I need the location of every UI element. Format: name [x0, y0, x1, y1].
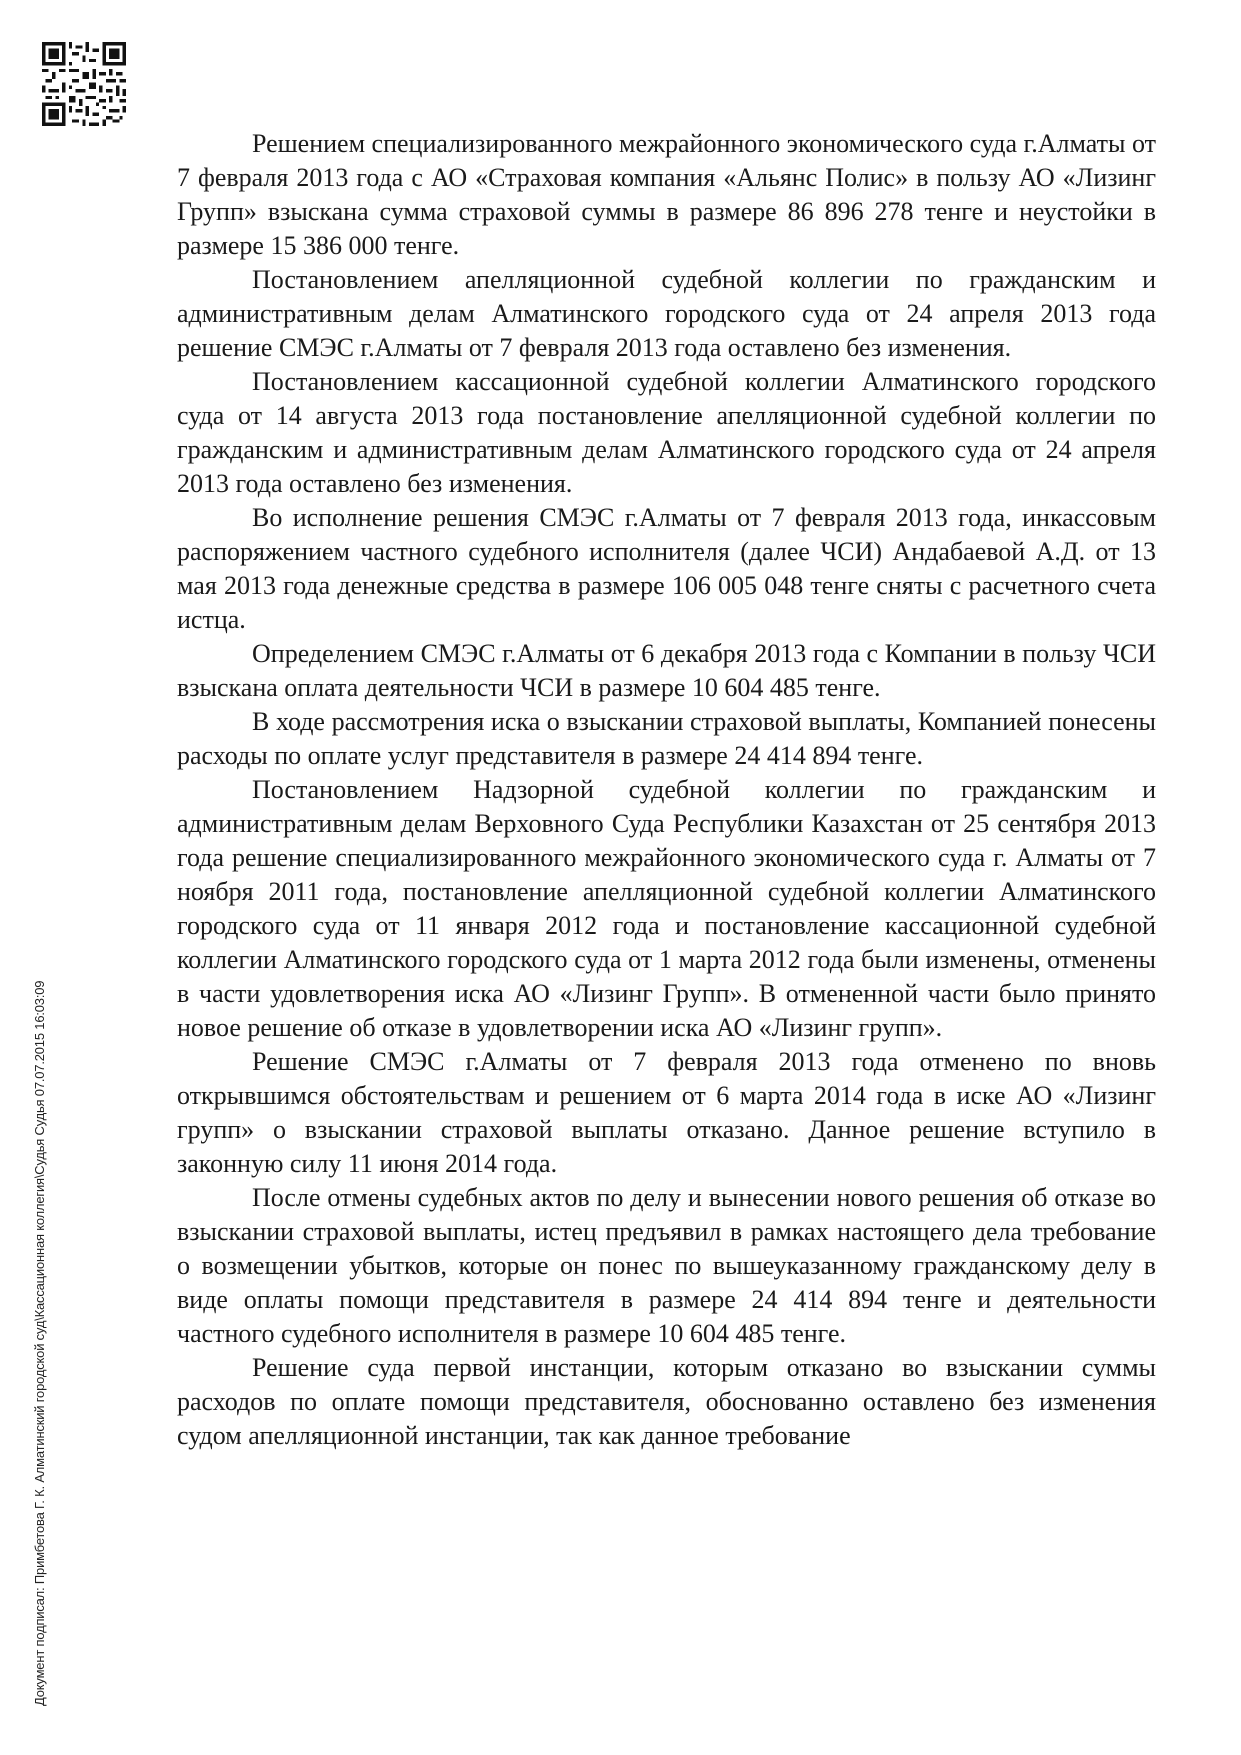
qr-code — [42, 42, 126, 126]
paragraph-6: В ходе рассмотрения иска о взыскании страховой выплаты, Компанией понесены расходы по оплате услуг представителя в размере 24 414 894 тенге. — [177, 707, 1156, 770]
paragraph-3: Постановлением кассационной судебной коллегии Алматинского городского суда от 14 августа 2013 года постановление апелляционной судебной коллегии по гражданским и административным делам Алматинского городского суда от 24 апреля 2013 года оставлено без изменения. — [177, 367, 1156, 498]
paragraph-4: Во исполнение решения СМЭС г.Алматы от 7 февраля 2013 года, инкассовым распоряжением частного судебного исполнителя (далее ЧСИ) Андабаевой А.Д. от 13 мая 2013 года денежные средства в размере 106 005 048 тенге сняты с расчетного счета истца. — [177, 503, 1156, 634]
paragraph-5: Определением СМЭС г.Алматы от 6 декабря 2013 года с Компании в пользу ЧСИ взыскана оплата деятельности ЧСИ в размере 10 604 485 тенге. — [177, 639, 1156, 702]
signature-stamp: Документ подписал: Примбетова Г. К. Алматинский городской суд\Кассационная коллегия\Судья Судья 07.07.2015 16:03:09 — [32, 980, 47, 1706]
paragraph-7: Постановлением Надзорной судебной коллегии по гражданским и административным делам Верховного Суда Республики Казахстан от 25 сентября 2013 года решение специализированного межрайонного экономического суда г. Алматы от 7 ноября 2011 года, постановление апелляционной судебной коллегии Алматинского городского суда от 11 января 2012 года и постановление кассационной судебной коллегии Алматинского городского суда от 1 марта 2012 года были изменены, отменены в части удовлетворения иска АО «Лизинг Групп». В отмененной части было принято новое решение об отказе в удовлетворении иска АО «Лизинг групп». — [177, 775, 1156, 1042]
paragraph-1: Решением специализированного межрайонного экономического суда г.Алматы от 7 февраля 2013 года с АО «Страховая компания «Альянс Полис» в пользу АО «Лизинг Групп» взыскана сумма страховой суммы в размере 86 896 278 тенге и неустойки в размере 15 386 000 тенге. — [177, 129, 1156, 260]
paragraph-9: После отмены судебных актов по делу и вынесении нового решения об отказе во взыскании страховой выплаты, истец предъявил в рамках настоящего дела требование о возмещении убытков, которые он понес по вышеуказанному гражданскому делу в виде оплаты помощи представителя в размере 24 414 894 тенге и деятельности частного судебного исполнителя в размере 10 604 485 тенге. — [177, 1183, 1156, 1348]
paragraph-8: Решение СМЭС г.Алматы от 7 февраля 2013 года отменено по вновь открывшимся обстоятельствам и решением от 6 марта 2014 года в иске АО «Лизинг групп» о взыскании страховой выплаты отказано. Данное решение вступило в законную силу 11 июня 2014 года. — [177, 1047, 1156, 1178]
paragraph-2: Постановлением апелляционной судебной коллегии по гражданским и административным делам Алматинского городского суда от 24 апреля 2013 года решение СМЭС г.Алматы от 7 февраля 2013 года оставлено без изменения. — [177, 265, 1156, 362]
document-body — [177, 127, 1156, 1453]
paragraph-10: Решение суда первой инстанции, которым отказано во взыскании суммы расходов по оплате помощи представителя, обоснованно оставлено без изменения судом апелляционной инстанции, так как данное требование — [177, 1353, 1156, 1450]
